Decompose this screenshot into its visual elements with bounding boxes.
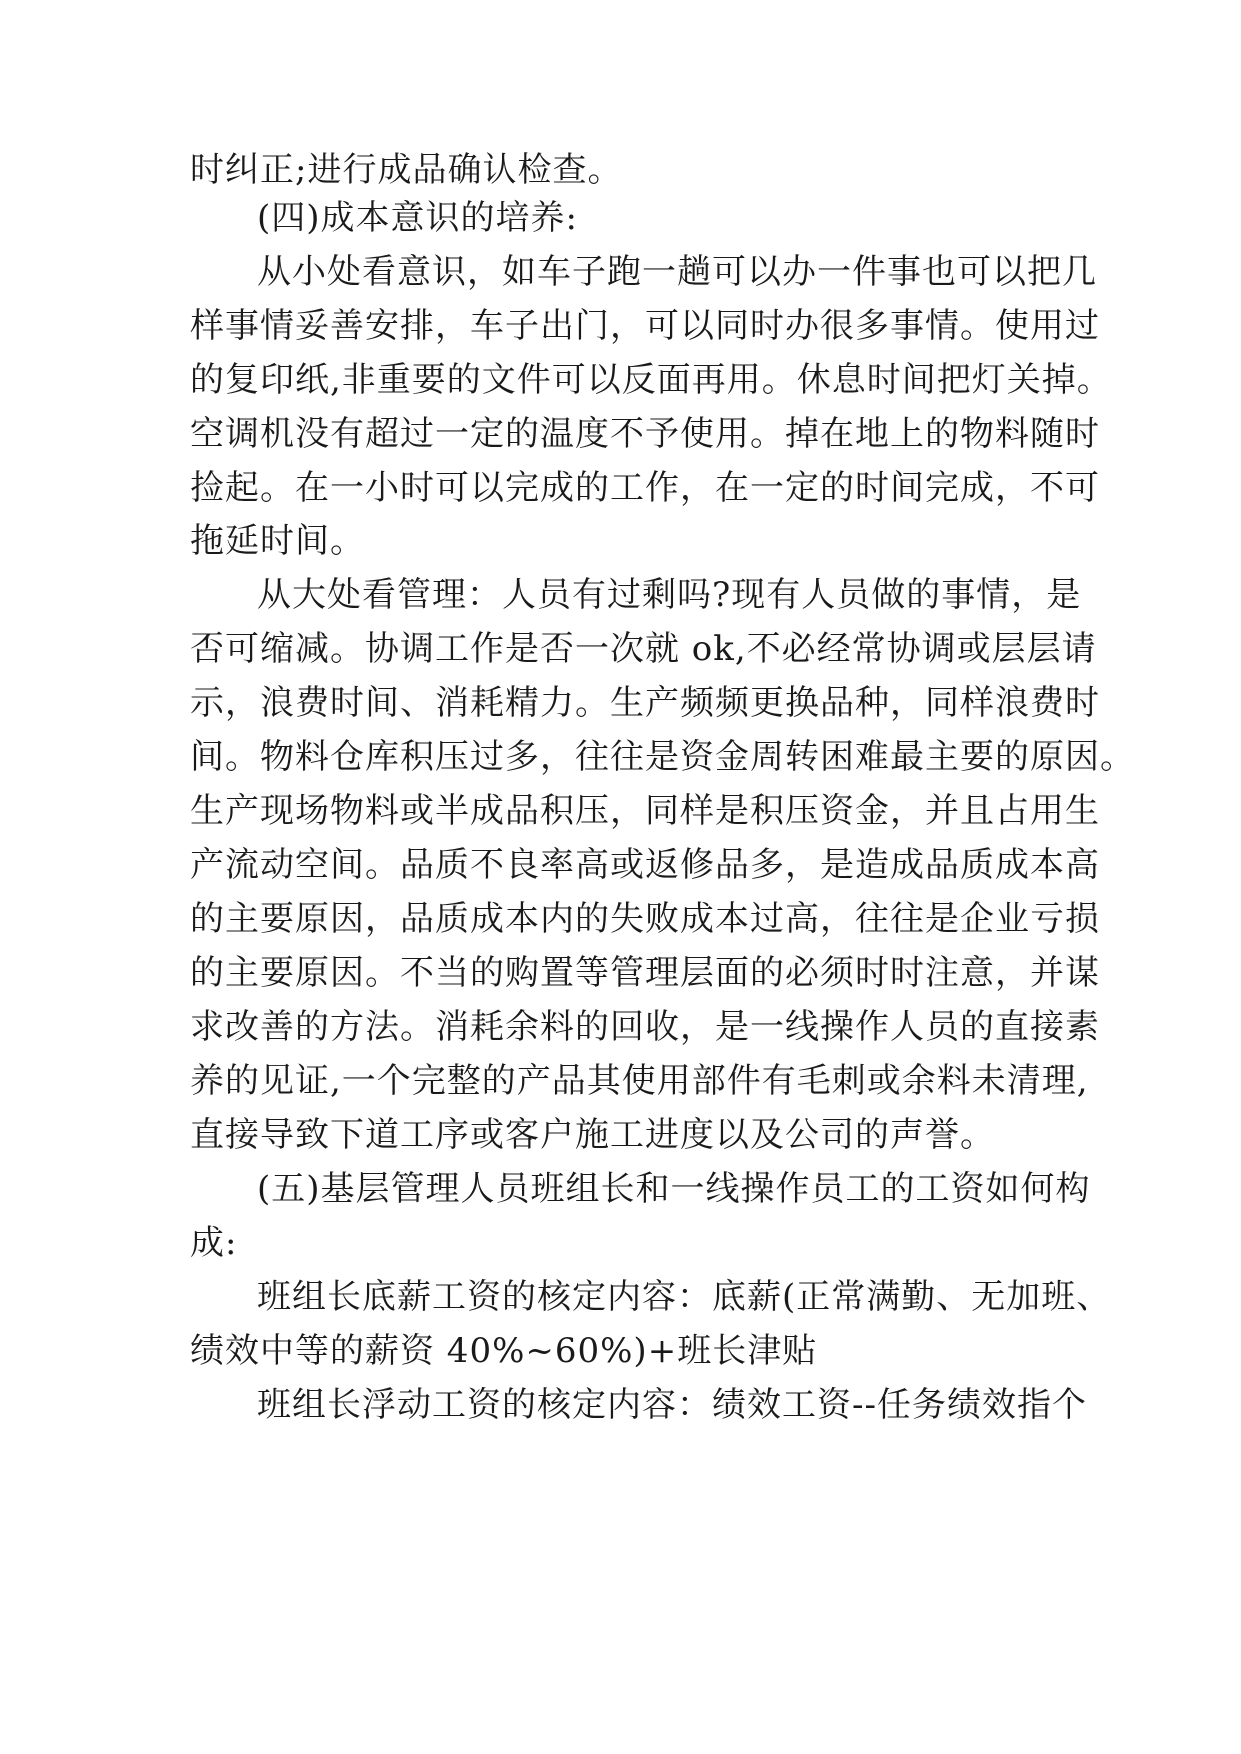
text-line: 捡起。在一小时可以完成的工作，在一定的时间完成，不可: [190, 468, 1100, 508]
text-line: 生产现场物料或半成品积压，同样是积压资金，并且占用生: [190, 791, 1100, 831]
text-line: 的主要原因。不当的购置等管理层面的必须时时注意，并谋: [190, 953, 1100, 993]
text-line: 否可缩减。协调工作是否一次就 ok,不必经常协调或层层请: [190, 629, 1097, 669]
text-line: 从小处看意识，如车子跑一趟可以办一件事也可以把几: [257, 252, 1097, 292]
text-line: 的主要原因，品质成本内的失败成本过高，往往是企业亏损: [190, 899, 1100, 939]
section-heading: 成:: [190, 1223, 238, 1263]
text-line: 求改善的方法。消耗余料的回收，是一线操作人员的直接素: [190, 1007, 1100, 1047]
text-line: 示，浪费时间、消耗精力。生产频频更换品种，同样浪费时: [190, 683, 1100, 723]
text-line: 绩效中等的薪资 40%~60%)+班长津贴: [190, 1331, 818, 1371]
text-line: 时纠正;进行成品确认检查。: [190, 150, 623, 190]
text-line: 班组长底薪工资的核定内容：底薪(正常满勤、无加班、: [257, 1277, 1112, 1317]
section-heading: (四)成本意识的培养:: [257, 198, 578, 238]
section-heading: (五)基层管理人员班组长和一线操作员工的工资如何构: [257, 1169, 1091, 1209]
text-line: 样事情妥善安排，车子出门，可以同时办很多事情。使用过: [190, 306, 1100, 346]
text-line: 间。物料仓库积压过多，往往是资金周转困难最主要的原因。: [190, 737, 1135, 777]
text-line: 养的见证,一个完整的产品其使用部件有毛刺或余料未清理,: [190, 1061, 1089, 1101]
text-line: 的复印纸,非重要的文件可以反面再用。休息时间把灯关掉。: [190, 360, 1112, 400]
text-line: 直接导致下道工序或客户施工进度以及公司的声誉。: [190, 1115, 995, 1155]
text-line: 从大处看管理：人员有过剩吗?现有人员做的事情，是: [257, 575, 1082, 615]
text-line: 产流动空间。品质不良率高或返修品多，是造成品质成本高: [190, 845, 1100, 885]
text-line: 拖延时间。: [190, 521, 365, 561]
text-line: 班组长浮动工资的核定内容：绩效工资--任务绩效指个: [257, 1385, 1087, 1425]
text-line: 空调机没有超过一定的温度不予使用。掉在地上的物料随时: [190, 414, 1100, 454]
